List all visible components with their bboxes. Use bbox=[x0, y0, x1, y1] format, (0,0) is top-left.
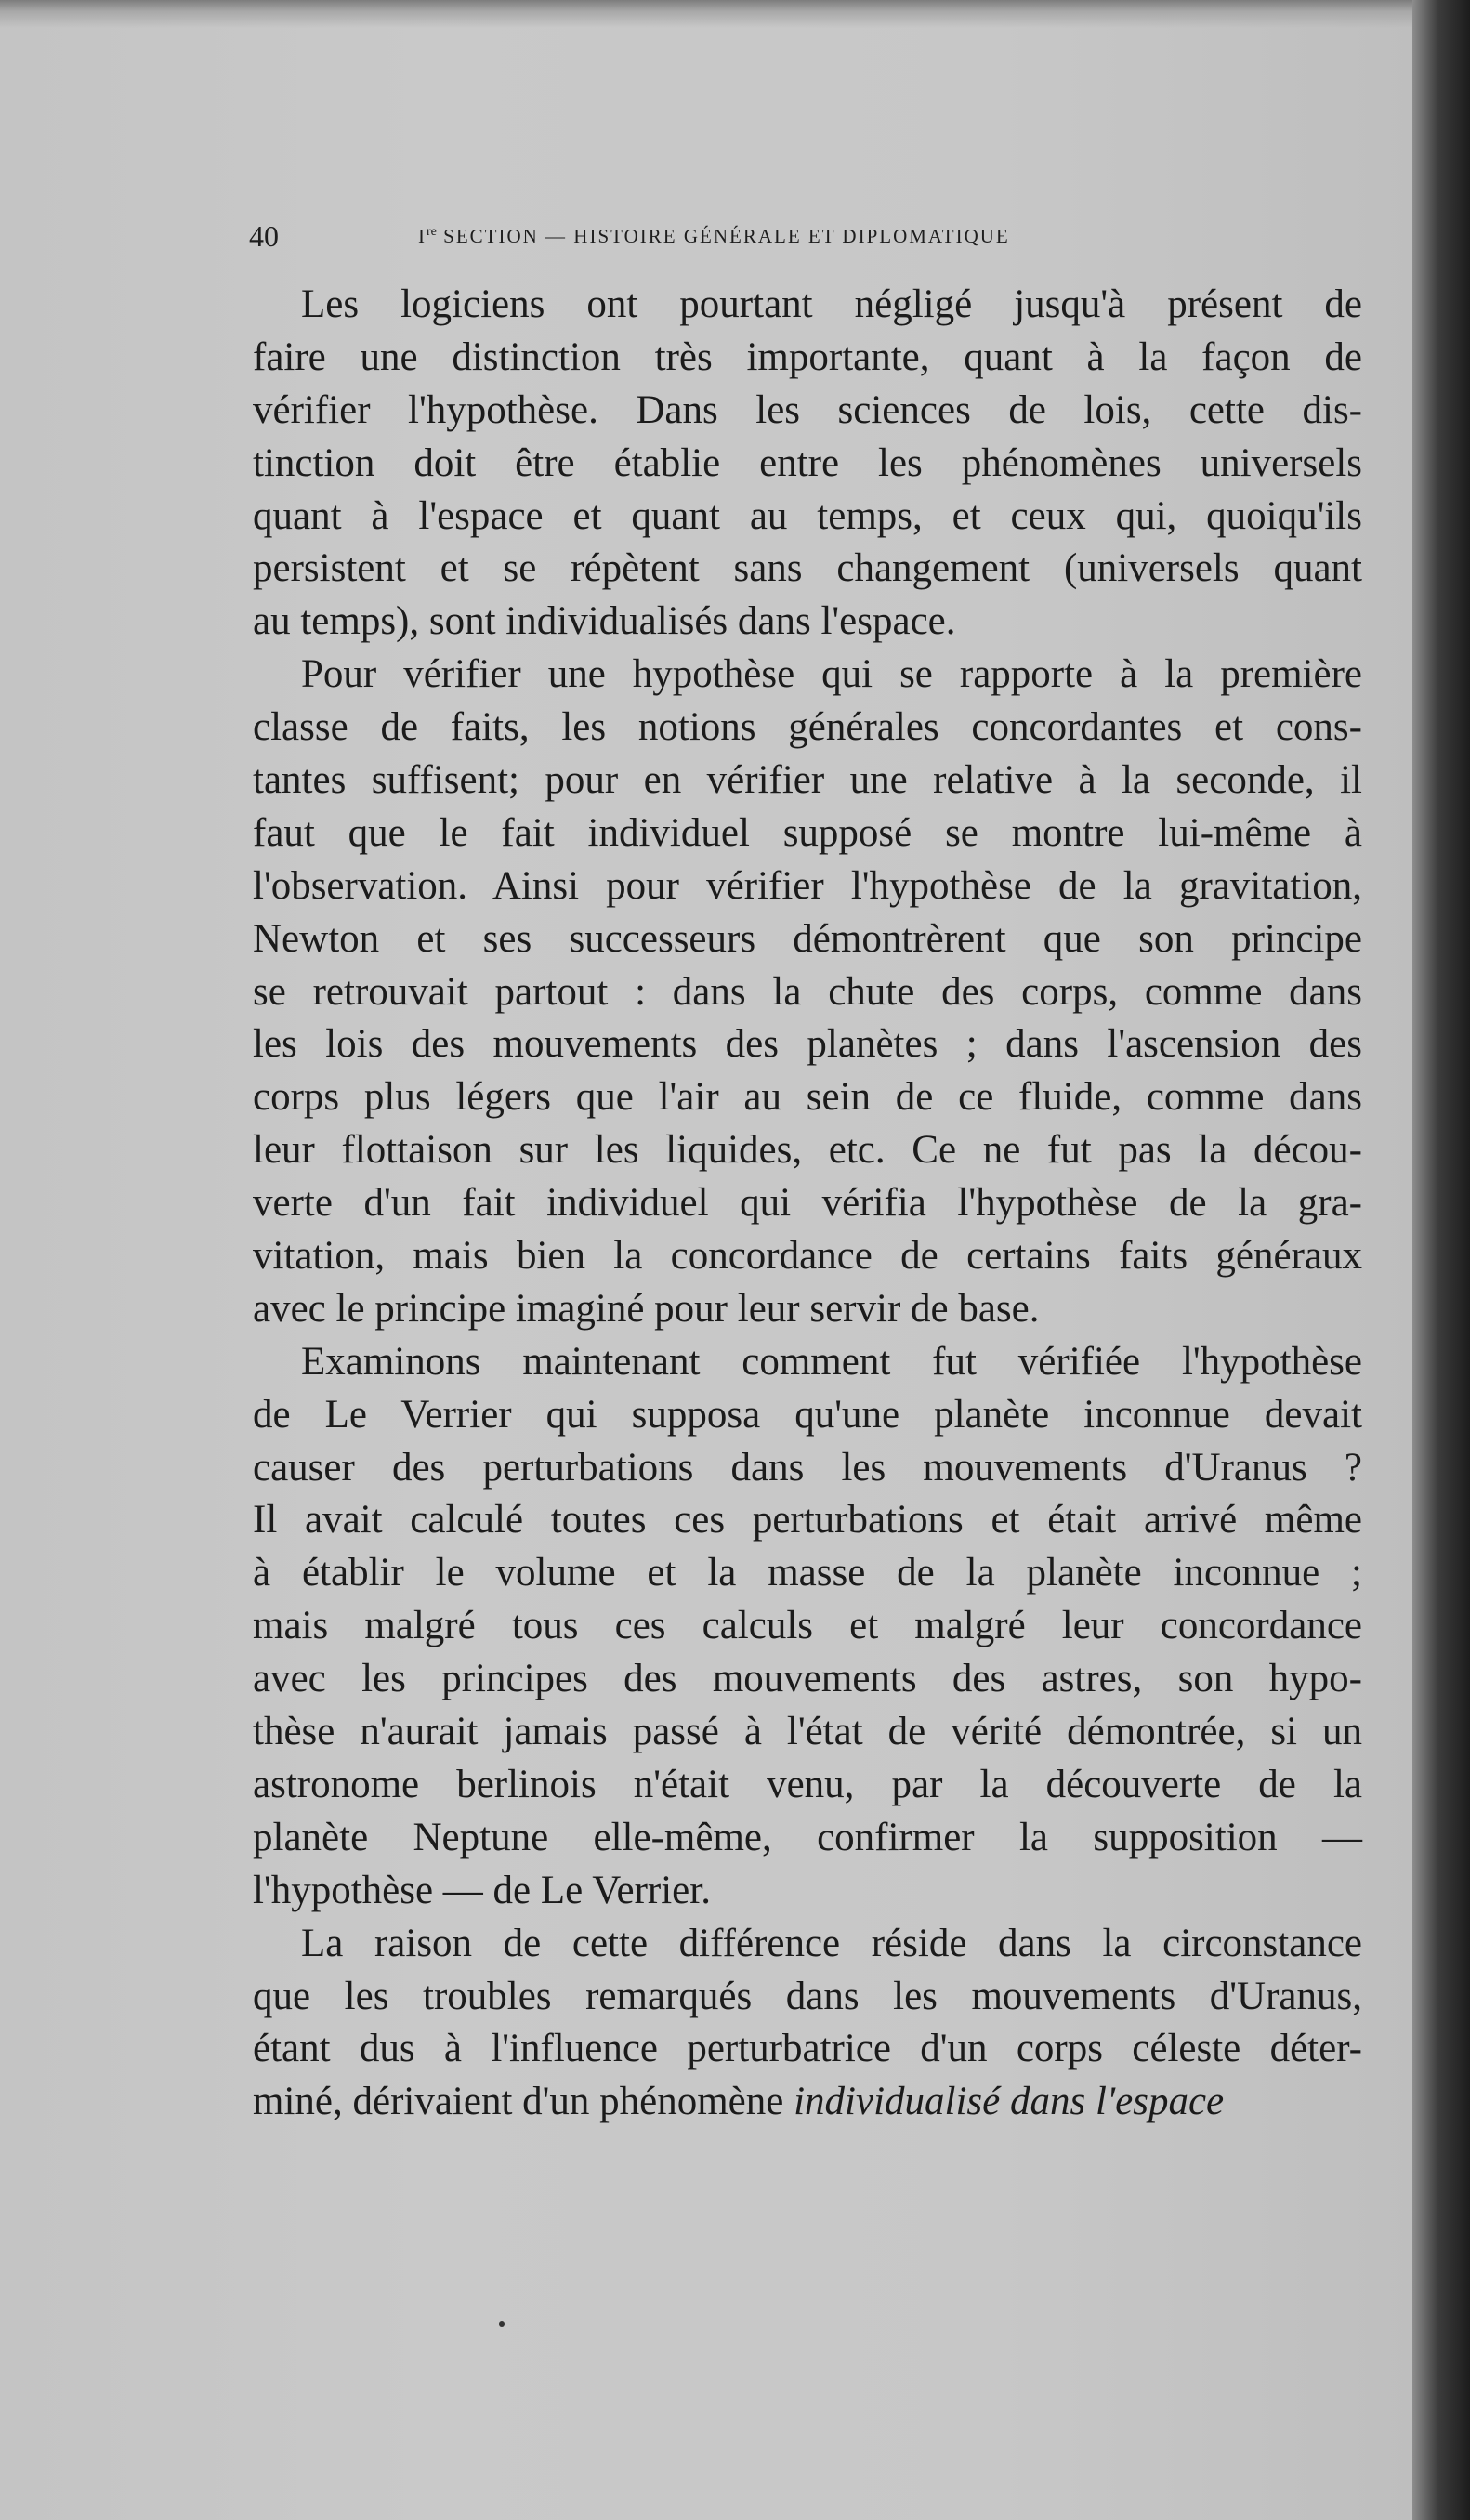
text-line-content: miné, dérivaient d'un phénomène bbox=[253, 2080, 794, 2124]
text-line bbox=[253, 1706, 1362, 1759]
text-line bbox=[253, 1812, 1362, 1865]
binding-edge bbox=[1412, 0, 1470, 2520]
text-line-content: étant dus à l'influence perturbatrice d'un corps céleste déter- bbox=[253, 2027, 1362, 2071]
text-line-content: thèse n'aurait jamais passé à l'état de vérité démontrée, si un bbox=[253, 1710, 1362, 1754]
text-line-content: persistent et se répètent sans changement (universels quant bbox=[253, 546, 1362, 591]
text-line-content: au temps), sont individualisés dans l'espace. bbox=[253, 599, 956, 644]
text-line-content: faut que le fait individuel supposé se montre lui-même à bbox=[253, 810, 1362, 855]
text-line bbox=[253, 1071, 1362, 1124]
text-line-content: les lois des mouvements des planètes ; dans l'ascension des bbox=[253, 1022, 1362, 1067]
text-line bbox=[253, 596, 1362, 649]
text-line bbox=[253, 2076, 1362, 2129]
text-line-content: classe de faits, les notions générales concordantes et cons- bbox=[253, 705, 1362, 750]
text-line-content: vérifier l'hypothèse. Dans les sciences de lois, cette dis- bbox=[253, 387, 1362, 432]
text-line-content: Pour vérifier une hypothèse qui se rapporte à la première bbox=[301, 652, 1362, 697]
text-line bbox=[253, 543, 1362, 596]
running-title: SECTION — HISTOIRE GÉNÉRALE ET DIPLOMATIQUE bbox=[443, 225, 1010, 247]
text-line bbox=[253, 1018, 1362, 1071]
text-line-content: que les troubles remarqués dans les mouvements d'Uranus, bbox=[253, 1974, 1362, 2018]
text-line-content: vitation, mais bien la concordance de certains faits généraux bbox=[253, 1234, 1362, 1279]
text-line bbox=[253, 1865, 1362, 1918]
text-line-content: avec le principe imaginé pour leur servir de base. bbox=[253, 1286, 1040, 1331]
text-line bbox=[253, 1759, 1362, 1812]
text-line bbox=[253, 332, 1362, 385]
text-line bbox=[253, 1389, 1362, 1442]
text-line-content: l'hypothèse — de Le Verrier. bbox=[253, 1868, 711, 1912]
running-head bbox=[418, 225, 1010, 248]
text-line bbox=[253, 807, 1362, 860]
text-line-content: mais malgré tous ces calculs et malgré leur concordance bbox=[253, 1604, 1362, 1648]
text-line bbox=[253, 1918, 1362, 1971]
text-line-content: Les logiciens ont pourtant négligé jusqu'à présent de bbox=[301, 282, 1362, 326]
text-line-content: planète Neptune elle-même, confirmer la supposition — bbox=[253, 1815, 1362, 1859]
page-header bbox=[249, 219, 1215, 256]
text-line-content: causer des perturbations dans les mouvements d'Uranus ? bbox=[253, 1445, 1362, 1490]
text-line bbox=[253, 1336, 1362, 1389]
text-line-content: verte d'un fait individuel qui vérifia l'hypothèse de la gra- bbox=[253, 1181, 1362, 1226]
text-line bbox=[253, 1442, 1362, 1495]
text-line bbox=[253, 279, 1362, 332]
text-line-content: tinction doit être établie entre les phénomènes universels bbox=[253, 440, 1362, 485]
text-line-content: faire une distinction très importante, quant à la façon de bbox=[253, 335, 1362, 379]
text-line-content: Newton et ses successeurs démontrèrent que son principe bbox=[253, 916, 1362, 961]
text-line bbox=[253, 1494, 1362, 1547]
text-line bbox=[253, 913, 1362, 966]
text-line bbox=[253, 2023, 1362, 2076]
text-line-content: de Le Verrier qui supposa qu'une planète inconnue devait bbox=[253, 1392, 1362, 1437]
text-line-content: à établir le volume et la masse de la planète inconnue ; bbox=[253, 1551, 1362, 1595]
section-ordinal: I bbox=[418, 225, 427, 247]
body-text bbox=[253, 279, 1362, 2129]
text-line-content: quant à l'espace et quant au temps, et ceux qui, quoiqu'ils bbox=[253, 493, 1362, 538]
text-line bbox=[253, 702, 1362, 755]
text-line-content: La raison de cette différence réside dans la circonstance bbox=[301, 1921, 1362, 1965]
text-line bbox=[253, 491, 1362, 544]
text-line bbox=[253, 1124, 1362, 1177]
text-line-content: astronome berlinois n'était venu, par la découverte de la bbox=[253, 1762, 1362, 1806]
text-line bbox=[253, 1547, 1362, 1600]
text-line bbox=[253, 1971, 1362, 2024]
text-line bbox=[253, 755, 1362, 807]
text-line bbox=[253, 1230, 1362, 1283]
text-line bbox=[253, 860, 1362, 913]
italic-phrase: individualisé dans l'espace bbox=[794, 2080, 1225, 2124]
text-line-content: Examinons maintenant comment fut vérifiée l'hypothèse bbox=[301, 1339, 1362, 1384]
text-line-content: avec les principes des mouvements des astres, son hypo- bbox=[253, 1657, 1362, 1701]
text-line-content: Il avait calculé toutes ces perturbations et était arrivé même bbox=[253, 1498, 1362, 1542]
text-line-content: l'observation. Ainsi pour vérifier l'hypothèse de la gravitation, bbox=[253, 863, 1362, 908]
text-line bbox=[253, 1177, 1362, 1230]
text-line bbox=[253, 1653, 1362, 1706]
text-line bbox=[253, 1283, 1362, 1336]
text-line bbox=[253, 385, 1362, 438]
text-line bbox=[253, 649, 1362, 702]
text-line-content: se retrouvait partout : dans la chute des corps, comme dans bbox=[253, 969, 1362, 1014]
top-scan-shadow bbox=[0, 0, 1426, 28]
text-line-content: tantes suffisent; pour en vérifier une relative à la seconde, il bbox=[253, 758, 1362, 803]
text-line-content: leur flottaison sur les liquides, etc. Ce ne fut pas la décou- bbox=[253, 1128, 1362, 1173]
text-line-content: corps plus légers que l'air au sein de ce fluide, comme dans bbox=[253, 1075, 1362, 1120]
text-line bbox=[253, 966, 1362, 1019]
page-number: 40 bbox=[249, 219, 279, 253]
text-line bbox=[253, 1600, 1362, 1653]
section-ordinal-superscript: re bbox=[427, 225, 437, 239]
ink-speck bbox=[499, 2321, 505, 2327]
text-line bbox=[253, 438, 1362, 491]
